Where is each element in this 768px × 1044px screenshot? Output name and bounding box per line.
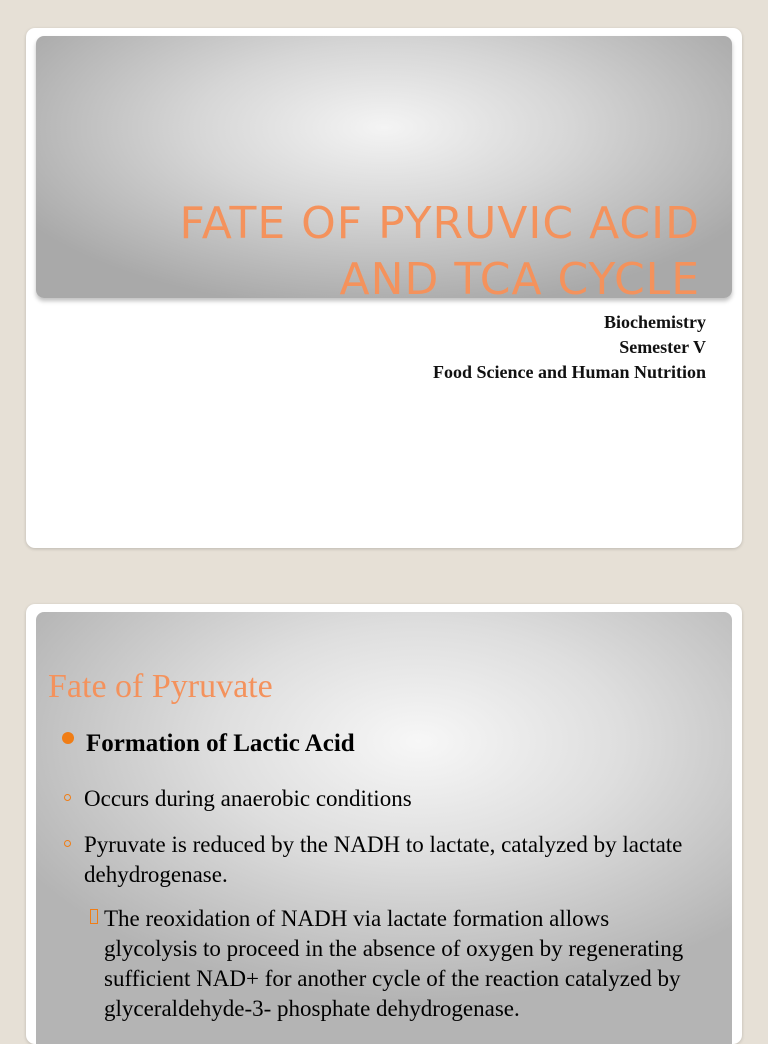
sub-bullet bbox=[64, 784, 704, 814]
title-banner bbox=[36, 36, 732, 305]
title-slide bbox=[26, 28, 742, 548]
ring-bullet-icon bbox=[64, 840, 71, 847]
sub-bullet-text: Occurs during anaerobic conditions bbox=[84, 786, 412, 811]
ring-bullet-icon bbox=[64, 794, 71, 801]
subtitle-semester: Semester V bbox=[619, 337, 706, 357]
square-bullet-icon bbox=[90, 909, 98, 924]
sub-sub-bullet-text: The reoxidation of NADH via lactate formation allows glycolysis to proceed in the absence of oxygen by regenerating sufficient NAD+ for another cycle of the reaction catalyzed by glyceraldehyde-3- phosphate dehydrogenase. bbox=[104, 906, 684, 1021]
presentation-title bbox=[180, 196, 700, 308]
main-bullet bbox=[62, 730, 355, 758]
slide-title: Fate of Pyruvate bbox=[48, 668, 273, 705]
subtitle-department: Food Science and Human Nutrition bbox=[432, 362, 706, 382]
subtitle-block bbox=[433, 310, 706, 385]
sub-bullet bbox=[64, 830, 704, 890]
sub-sub-bullet bbox=[88, 904, 688, 1024]
subtitle-subject: Biochemistry bbox=[604, 312, 706, 332]
content-slide bbox=[26, 604, 742, 1044]
content-panel bbox=[36, 612, 732, 1044]
bullet-dot-icon bbox=[62, 732, 74, 744]
main-bullet-text: Formation of Lactic Acid bbox=[86, 730, 355, 757]
sub-bullet-text: Pyruvate is reduced by the NADH to lactate, catalyzed by lactate dehydrogenase. bbox=[84, 832, 683, 887]
title-line-1: FATE OF PYRUVIC ACID bbox=[179, 198, 700, 249]
title-line-2: AND TCA CYCLE bbox=[339, 254, 700, 305]
